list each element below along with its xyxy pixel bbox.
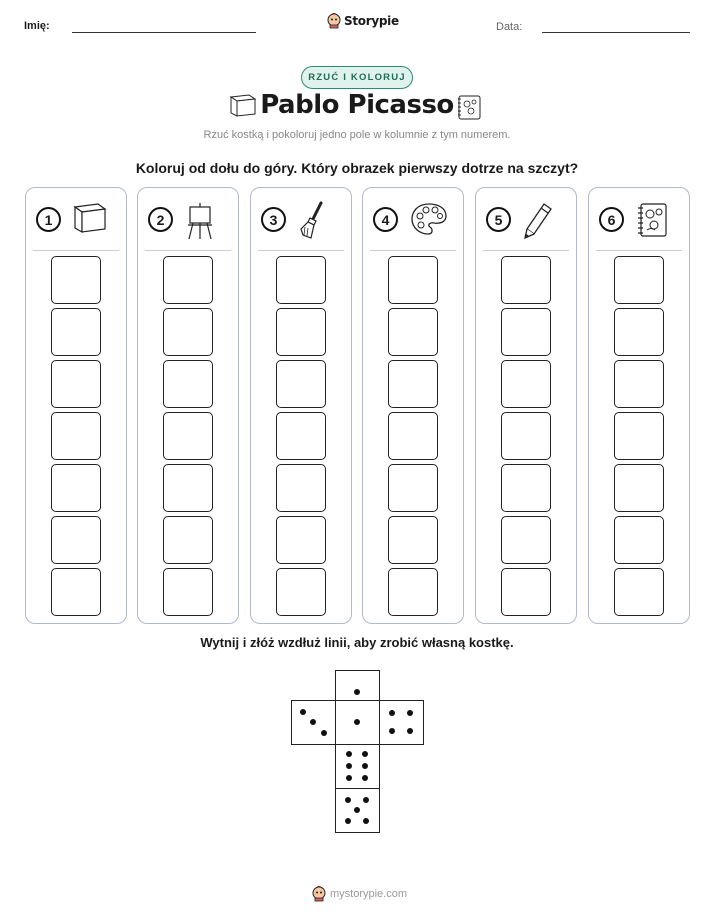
activity-badge: RZUĆ I KOLORUJ — [301, 66, 413, 89]
dice-face-bottom — [335, 788, 380, 833]
color-box[interactable] — [388, 308, 438, 356]
dice-pip — [346, 775, 352, 781]
dice-pip — [407, 710, 413, 716]
color-box[interactable] — [163, 568, 213, 616]
name-field[interactable] — [72, 32, 256, 33]
column-header — [138, 188, 238, 250]
name-label: Imię: — [24, 20, 50, 32]
color-box[interactable] — [163, 256, 213, 304]
sketchbook-icon — [455, 93, 483, 121]
color-box[interactable] — [51, 256, 101, 304]
color-box[interactable] — [614, 412, 664, 460]
footer-url: mystorypie.com — [330, 888, 408, 900]
dice-pip — [346, 751, 352, 757]
column-number: 3 — [261, 207, 286, 232]
brand-logo — [327, 13, 399, 29]
color-box[interactable] — [501, 464, 551, 512]
column-divider — [145, 250, 231, 251]
color-box[interactable] — [163, 308, 213, 356]
color-box[interactable] — [501, 568, 551, 616]
date-field[interactable] — [542, 32, 690, 33]
dice-face-center — [335, 700, 380, 745]
column-header — [589, 188, 689, 250]
dice-pip — [389, 710, 395, 716]
dice-pip — [362, 763, 368, 769]
color-box[interactable] — [276, 516, 326, 564]
color-box[interactable] — [614, 360, 664, 408]
dice-pip — [363, 818, 369, 824]
dice-pip — [362, 751, 368, 757]
color-box[interactable] — [276, 412, 326, 460]
color-box[interactable] — [614, 308, 664, 356]
dice-pip — [407, 728, 413, 734]
column-header — [26, 188, 126, 250]
dice-pip — [310, 719, 316, 725]
easel-icon — [184, 201, 216, 246]
dice-pip — [354, 719, 360, 725]
dice-column-6 — [588, 187, 690, 624]
column-header — [476, 188, 576, 250]
dice-face-right — [379, 700, 424, 745]
dice-pip — [362, 775, 368, 781]
column-number: 5 — [486, 207, 511, 232]
color-box[interactable] — [51, 568, 101, 616]
dice-pip — [345, 818, 351, 824]
column-number: 2 — [148, 207, 173, 232]
dice-pip — [363, 797, 369, 803]
dice-pip — [389, 728, 395, 734]
color-box[interactable] — [276, 568, 326, 616]
column-number: 1 — [36, 207, 61, 232]
color-box[interactable] — [501, 516, 551, 564]
color-box[interactable] — [276, 308, 326, 356]
column-divider — [596, 250, 682, 251]
color-box[interactable] — [388, 360, 438, 408]
column-divider — [483, 250, 569, 251]
color-box[interactable] — [388, 464, 438, 512]
dice-pip — [354, 807, 360, 813]
color-box[interactable] — [614, 256, 664, 304]
palette-icon — [409, 201, 449, 242]
color-box[interactable] — [388, 412, 438, 460]
dice-pip — [346, 763, 352, 769]
color-box[interactable] — [388, 516, 438, 564]
color-box[interactable] — [501, 308, 551, 356]
color-box[interactable] — [163, 464, 213, 512]
brand-name: Storypie — [344, 14, 399, 28]
column-divider — [370, 250, 456, 251]
color-box[interactable] — [51, 360, 101, 408]
color-box[interactable] — [163, 516, 213, 564]
color-box[interactable] — [51, 412, 101, 460]
sketchbook-icon — [635, 201, 669, 244]
pencil-icon — [522, 201, 554, 246]
paintbrush-icon — [297, 201, 327, 246]
date-label: Data: — [496, 21, 523, 33]
dice-face-left — [291, 700, 336, 745]
book-icon — [72, 201, 108, 240]
color-box[interactable] — [51, 464, 101, 512]
footer — [312, 886, 407, 902]
cut-instruction: Wytnij i złóż wzdłuż linii, aby zrobić własną kostkę. — [200, 635, 514, 650]
storypie-mascot-icon — [327, 13, 341, 29]
column-number: 4 — [373, 207, 398, 232]
color-box[interactable] — [614, 568, 664, 616]
dice-column-2 — [137, 187, 239, 624]
storypie-mascot-icon — [312, 886, 326, 902]
column-divider — [258, 250, 344, 251]
color-box[interactable] — [501, 412, 551, 460]
dice-pip — [300, 709, 306, 715]
color-box[interactable] — [51, 308, 101, 356]
dice-face-below — [335, 744, 380, 789]
column-number: 6 — [599, 207, 624, 232]
color-box[interactable] — [501, 256, 551, 304]
color-box[interactable] — [614, 516, 664, 564]
dice-column-1 — [25, 187, 127, 624]
column-divider — [33, 250, 119, 251]
color-box[interactable] — [276, 256, 326, 304]
color-box[interactable] — [614, 464, 664, 512]
dice-column-5 — [475, 187, 577, 624]
dice-column-3 — [250, 187, 352, 624]
instruction: Koloruj od dołu do góry. Który obrazek pierwszy dotrze na szczyt? — [135, 160, 579, 176]
book-icon — [229, 93, 257, 117]
color-box[interactable] — [501, 360, 551, 408]
dice-pip — [321, 730, 327, 736]
page-title: Pablo Picasso — [260, 90, 454, 120]
color-box[interactable] — [276, 360, 326, 408]
color-box[interactable] — [163, 360, 213, 408]
color-box[interactable] — [51, 516, 101, 564]
color-box[interactable] — [388, 568, 438, 616]
color-box[interactable] — [276, 464, 326, 512]
column-header — [251, 188, 351, 250]
color-box[interactable] — [388, 256, 438, 304]
dice-pip — [345, 797, 351, 803]
subtitle: Rzuć kostką i pokoloruj jedno pole w kolumnie z tym numerem. — [203, 129, 511, 141]
dice-pip — [354, 689, 360, 695]
column-header — [363, 188, 463, 250]
color-box[interactable] — [163, 412, 213, 460]
dice-column-4 — [362, 187, 464, 624]
